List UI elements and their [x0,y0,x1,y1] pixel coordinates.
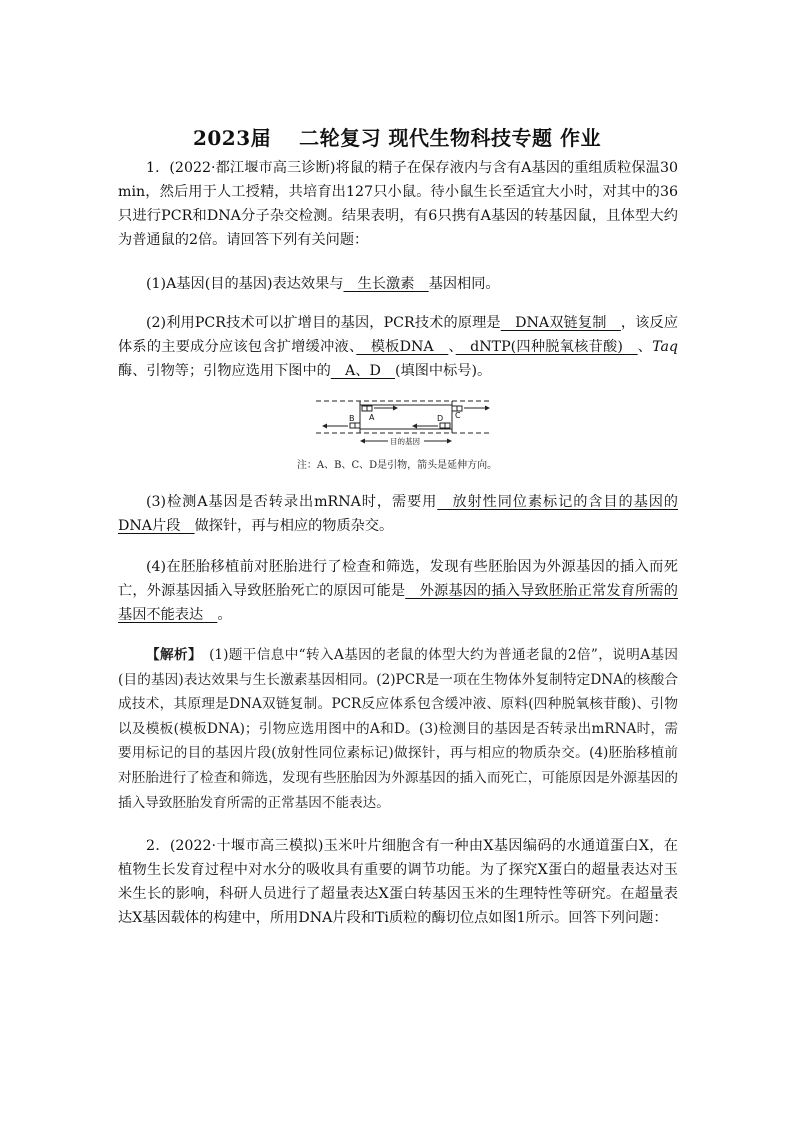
analysis-tag: 【解析】 [146,647,196,663]
primer-c-arrowhead [485,406,490,411]
gene-span-right-arrowhead [447,439,452,444]
q1-p2-answer-2: 模板DNA [356,339,449,355]
q1-p2-taq: Taq [652,339,678,355]
primer-b-arrowhead [322,424,327,429]
q1-p2-answer-4: A、D [330,363,396,379]
q1-p4-text: (4)在胚胎移植前对胚胎进行了检查和筛选，发现有些胚胎因为外源基因的插入而死亡，外源基因插入导致胚胎死亡的原因可能是 [118,559,678,599]
q1-p2-text-f: (填图中标号)。 [395,363,492,379]
label-b: B [349,414,355,423]
primer-a-arrowhead [393,406,398,411]
q1-p4-text-end: 。 [217,607,232,623]
pcr-primer-diagram [312,393,496,449]
question-2-stem: 2．(2022·十堰市高三模拟)玉米叶片细胞含有一种由X基因编码的水通道蛋白X，在植物生长发育过程中对水分的吸收具有重要的调节功能。为了探究X蛋白的超量表达对玉米生长的影响，科研人员进行了超量表达X蛋白转基因玉米的生理特性等研究。在超量表达X基因载体的构建中，所用DNA片段和Ti质粒的酶切位点如图1所示。回答下列问题： [118,838,678,926]
q1-p2-text-b: ，该反应体系的主要成分应该包含扩增缓冲液、 [118,315,678,355]
q1-p3-answer: 放射性同位素标记的含目的基因的DNA片段 [118,494,678,534]
primer-b-box-1 [350,423,355,428]
label-target-gene: 目的基因 [390,437,420,446]
q1-p2-text-e: 酶、引物等；引物应选用下图中的 [118,363,331,379]
question-1-part-2 [118,311,678,383]
figure-note: 注：A、B、C、D是引物，箭头是延伸方向。 [296,460,498,471]
primer-a-box-2 [367,406,372,411]
q1-p3-text-end: 做探针，再与相应的物质杂交。 [194,518,394,534]
primer-d-box-2 [445,423,450,428]
q1-p2-sep-2: 、 [637,339,653,355]
analysis-section [118,643,678,815]
q1-p1-answer: 生长激素 [343,276,429,292]
q1-p2-sep-1: 、 [448,339,456,355]
q1-p2-answer-3: dNTP(四种脱氧核苷酸) [455,339,638,355]
q1-p3-text: (3)检测A基因是否转录出mRNA时，需要用 [146,494,438,510]
q1-p2-text: (2)利用PCR技术可以扩增目的基因，PCR技术的原理是 [146,315,501,331]
analysis-text: (1)题干信息中“转入A基因的老鼠的体型大约为普通老鼠的2倍”，说明A基因(目的基因)表达效果与生长激素基因相同。(2)PCR是一项在生物体外复制特定DNA的核酸合成技术，其原理是DNA双链复制。PCR反应体系包含缓冲液、原料(四种脱氧核苷酸)、引物以及模板(模板DNA)；引物应选用图中的A和D。(3)检测目的基因是否转录出mRNA时，需要用标记的目的基因片段(放射性同位素标记)做探针，再与相应的物质杂交。(4)胚胎移植前对胚胎进行了检查和筛选，发现有些胚胎因为外源基因的插入而死亡，可能原因是外源基因的插入导致胚胎发育所需的正常基因不能表达。 [118,647,679,811]
primer-d-arrowhead [412,424,417,429]
q1-p4-answer: 外源基因的插入导致胚胎正常发育所需的基因不能表达 [118,583,678,623]
q1-p1-text: (1)A基因(目的基因)表达效果与 [146,276,344,292]
label-c: C [455,411,461,420]
label-a: A [369,413,375,422]
primer-b-box-2 [355,423,360,428]
q1-p2-answer-1: DNA双链复制 [500,315,621,331]
q1-p1-text-end: 基因相同。 [428,276,500,292]
gene-span-left-arrowhead [360,439,365,444]
label-d: D [437,414,444,423]
question-1-part-3 [118,490,678,538]
question-1-stem: 1．(2022·都江堰市高三诊断)将鼠的精子在保存液内与含有A基因的重组质粒保温30 min，然后用于人工授精，共培育出127只小鼠。待小鼠生长至适宜大小时，对其中的36只进行PCR和DNA分子杂交检测。结果表明，有6只携有A基因的转基因鼠，且体型大约为普通鼠的2倍。请回答下列有关问题： [118,160,678,248]
page-title: 2023届 二轮复习 现代生物科技专题 作业 [192,126,602,150]
question-1-part-1 [118,272,678,296]
primer-a-box-1 [362,406,367,411]
question-1-part-4 [118,555,678,627]
primer-d-box-1 [440,423,445,428]
